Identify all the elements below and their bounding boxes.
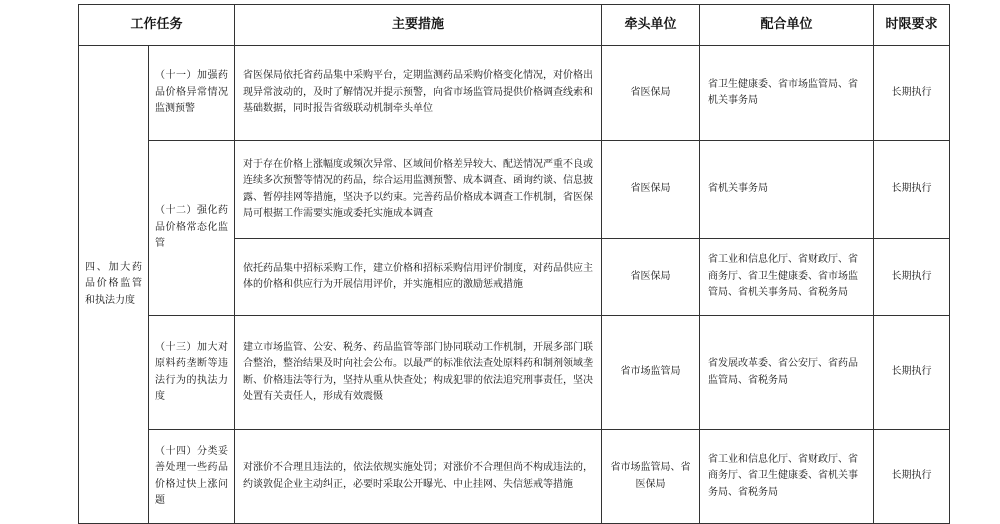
table-row (79, 141, 950, 239)
time-cell: 长期执行 (874, 316, 950, 430)
header-time: 时限要求 (874, 5, 950, 46)
coop-cell: 省机关事务局 (700, 141, 874, 239)
measures-cell: 对涨价不合理且违法的，依法依规实施处罚；对涨价不合理但尚不构成违法的，约谈敦促企业主动纠正，必要时采取公开曝光、中止挂网、失信惩戒等措施 (235, 430, 602, 524)
time-cell: 长期执行 (874, 46, 950, 141)
measures-cell: 省医保局依托省药品集中采购平台，定期监测药品采购价格变化情况，对价格出现异常波动的，及时了解情况并提示预警，向省市场监管局提供价格调查线索和基础数据，同时报告省级联动机制牵头单位 (235, 46, 602, 141)
lead-cell: 省医保局 (602, 141, 700, 239)
header-task: 工作任务 (79, 5, 235, 46)
time-cell: 长期执行 (874, 430, 950, 524)
measures-cell: 依托药品集中招标采购工作，建立价格和招标采购信用评价制度，对药品供应主体的价格和供应行为开展信用评价，并实施相应的激励惩戒措施 (235, 239, 602, 316)
coop-cell: 省发展改革委、省公安厅、省药品监管局、省税务局 (700, 316, 874, 430)
category-cell: 四、加大药品价格监管和执法力度 (79, 46, 149, 524)
header-row (79, 5, 950, 46)
table-row (79, 46, 950, 141)
measures-cell: 对于存在价格上涨幅度或频次异常、区域间价格差异较大、配送情况严重不良或连续多次预警等情况的药品，综合运用监测预警、成本调查、函询约谈、信息披露、暂停挂网等措施，坚决予以约束。完善药品价格成本调查工作机制，省医保局可根据工作需要实施或委托实施成本调查 (235, 141, 602, 239)
subtask-cell: （十三）加大对原料药垄断等违法行为的执法力度 (149, 316, 235, 430)
time-cell: 长期执行 (874, 141, 950, 239)
coop-cell: 省工业和信息化厅、省财政厅、省商务厅、省卫生健康委、省市场监管局、省机关事务局、省税务局 (700, 239, 874, 316)
header-lead: 牵头单位 (602, 5, 700, 46)
subtask-cell: （十二）强化药品价格常态化监管 (149, 141, 235, 316)
subtask-cell: （十四）分类妥善处理一些药品价格过快上涨问题 (149, 430, 235, 524)
coop-cell: 省卫生健康委、省市场监管局、省机关事务局 (700, 46, 874, 141)
header-coop: 配合单位 (700, 5, 874, 46)
task-table (78, 4, 950, 524)
lead-cell: 省市场监管局 (602, 316, 700, 430)
lead-cell: 省医保局 (602, 46, 700, 141)
lead-cell: 省医保局 (602, 239, 700, 316)
measures-cell: 建立市场监管、公安、税务、药品监管等部门协同联动工作机制，开展多部门联合整治，整治结果及时向社会公布。以最严的标准依法查处原料药和制剂领域垄断、价格违法等行为，坚持从重从快查处；构成犯罪的依法追究刑事责任，坚决处置有关责任人，形成有效震慑 (235, 316, 602, 430)
subtask-cell: （十一）加强药品价格异常情况监测预警 (149, 46, 235, 141)
coop-cell: 省工业和信息化厅、省财政厅、省商务厅、省卫生健康委、省机关事务局、省税务局 (700, 430, 874, 524)
lead-cell: 省市场监管局、省医保局 (602, 430, 700, 524)
table-row (79, 430, 950, 524)
table-row (79, 316, 950, 430)
header-measures: 主要措施 (235, 5, 602, 46)
time-cell: 长期执行 (874, 239, 950, 316)
